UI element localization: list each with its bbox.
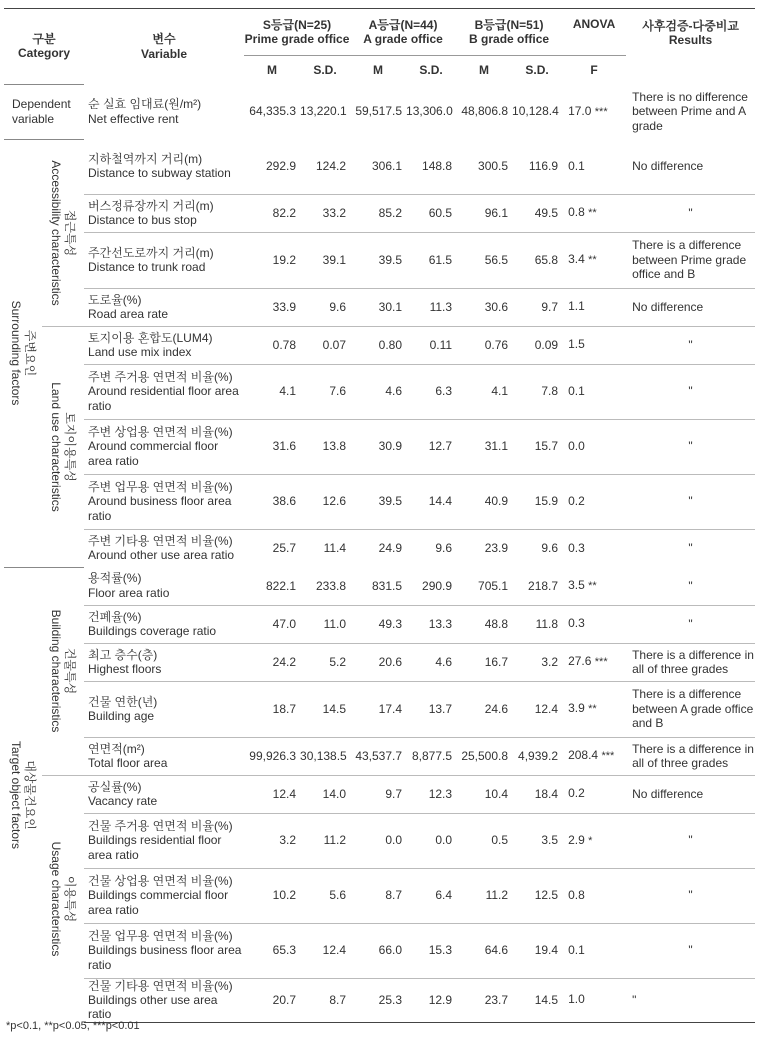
s-grade-header: S등급(N=25) Prime grade office [244, 9, 350, 56]
table-row [4, 288, 755, 326]
a-mean: 43,537.7 [350, 737, 406, 775]
s-sd: 124.2 [316, 159, 347, 174]
surrounding-factors-label: 주변요인 Surrounding factors [4, 139, 42, 567]
s-mean: 4.1 [244, 364, 300, 419]
table-row [4, 681, 755, 737]
b-mean: 300.5 [478, 159, 509, 174]
s-sd: 39.1 [300, 232, 350, 288]
variable-kr: 순 실효 임대료(원/m²) [88, 97, 202, 112]
table-row [4, 419, 755, 474]
b-sd: 9.6 [512, 529, 562, 567]
table-row [4, 567, 755, 605]
b-sd: 3.2 [512, 643, 562, 681]
variable-cell: 최고 층수(층) Highest floors [84, 643, 244, 681]
a-mean: 8.7 [350, 868, 406, 923]
s-mean: 99,926.3 [244, 737, 300, 775]
a-mean: 9.7 [350, 775, 406, 813]
table-row [4, 139, 755, 194]
b-mean: 24.6 [456, 681, 512, 737]
s-mean: 38.6 [244, 474, 300, 529]
variable-cell: 주변 주거용 연면적 비율(%) Around residential floor area ratio [84, 364, 244, 419]
dependent-label: Dependent variable [4, 84, 84, 139]
table-row [4, 737, 755, 775]
variable-cell: 토지이용 혼합도(LUM4) Land use mix index [84, 326, 244, 364]
variable-cell: 주변 상업용 연면적 비율(%) Around commercial floor area ratio [84, 419, 244, 474]
s-sd: 11.0 [300, 605, 350, 643]
b-mean: 10.4 [456, 775, 512, 813]
header-row-1 [4, 9, 755, 56]
footnote: *p<0.1, **p<0.05, ***p<0.01 [6, 1020, 140, 1032]
b-sd: 14.5 [512, 978, 562, 1022]
s-sd: 11.4 [300, 529, 350, 567]
variable-cell: 건물 기타용 연면적 비율(%) Buildings other use area ratio [84, 978, 244, 1022]
variable-cell: 건폐율(%) Buildings coverage ratio [84, 605, 244, 643]
b-mean: 40.9 [456, 474, 512, 529]
a-mean: 85.2 [350, 194, 406, 232]
b-mean: 96.1 [456, 194, 512, 232]
b-mean: 0.5 [456, 813, 512, 868]
table-row [4, 326, 755, 364]
table-row [4, 813, 755, 868]
a-sd: 61.5 [406, 232, 456, 288]
category-header: 구분 Category [4, 9, 84, 85]
s-sd: 7.6 [300, 364, 350, 419]
a-mean: 66.0 [350, 923, 406, 978]
anova-header: ANOVA [562, 9, 626, 56]
a-sd: 11.3 [406, 288, 456, 326]
b-mean: 0.76 [456, 326, 512, 364]
f-header: F [562, 56, 626, 85]
s-mean: 10.2 [244, 868, 300, 923]
b-sd: 3.5 [512, 813, 562, 868]
table-row [4, 605, 755, 643]
table-row [4, 775, 755, 813]
s-mean: 33.9 [244, 288, 300, 326]
s-mean: 24.2 [244, 643, 300, 681]
a-sd-header: S.D. [406, 56, 456, 85]
variable-en: Net effective rent [88, 111, 179, 126]
a-sd: 0.0 [406, 813, 456, 868]
a-sd: 13.3 [406, 605, 456, 643]
result-text: There is a difference between Prime grade office and B [626, 232, 755, 288]
variable-cell: 건물 주거용 연면적 비율(%) Buildings residential floor area ratio [84, 813, 244, 868]
a-m-header: M [350, 56, 406, 85]
a-sd: 12.7 [406, 419, 456, 474]
f-value: 0.8 [562, 868, 626, 923]
s-sd: 13,220.1 [300, 104, 347, 119]
table-row [4, 364, 755, 419]
s-sd: 14.5 [300, 681, 350, 737]
land-use-label: 토지이용특성 Land use characteristics [49, 381, 77, 512]
b-mean: 23.9 [456, 529, 512, 567]
b-sd: 218.7 [528, 578, 559, 593]
s-mean: 18.7 [244, 681, 300, 737]
s-sd: 13.8 [300, 419, 350, 474]
variable-cell: 건물 연한(년) Building age [84, 681, 244, 737]
f-value: 3.4 ** [562, 232, 626, 288]
variable-cell [84, 84, 244, 139]
f-value: 208.4 *** [562, 737, 626, 775]
usage-characteristics-label: 이용특성 Usage characteristics [49, 841, 77, 957]
s-mean: 19.2 [244, 232, 300, 288]
s-mean: 47.0 [244, 605, 300, 643]
result-text: " [626, 868, 755, 923]
a-mean: 831.5 [372, 578, 403, 593]
b-sd: 11.8 [512, 605, 562, 643]
building-characteristics-label: 건물특성 Building characteristics [42, 567, 84, 775]
b-sd: 12.5 [512, 868, 562, 923]
f-value: 0.1 [562, 364, 626, 419]
result-text: " [626, 194, 755, 232]
table-row [4, 194, 755, 232]
s-sd: 233.8 [316, 578, 347, 593]
b-sd: 18.4 [512, 775, 562, 813]
s-mean: 64,335.3 [249, 104, 297, 119]
s-mean: 31.6 [244, 419, 300, 474]
b-mean: 48,806.8 [461, 104, 509, 119]
s-mean: 20.7 [244, 978, 300, 1022]
table-row [4, 474, 755, 529]
table-row [4, 643, 755, 681]
s-mean: 25.7 [244, 529, 300, 567]
a-sd: 148.8 [422, 159, 453, 174]
variable-cell: 건물 상업용 연면적 비율(%) Buildings commercial floor area ratio [84, 868, 244, 923]
a-sd: 14.4 [406, 474, 456, 529]
variable-cell: 연면적(m²) Total floor area [84, 737, 244, 775]
variable-cell: 용적률(%) Floor area ratio [88, 571, 170, 600]
s-m-header: M [244, 56, 300, 85]
b-sd: 4,939.2 [512, 737, 562, 775]
result-text: " [626, 923, 755, 978]
result-text: " [626, 419, 755, 474]
result-text: " [626, 364, 755, 419]
b-mean: 11.2 [456, 868, 512, 923]
f-value: 0.8 ** [562, 194, 626, 232]
b-mean: 48.8 [456, 605, 512, 643]
accessibility-label: 접근특성 Accessibility characteristics [42, 139, 84, 326]
f-value: 0.0 [562, 419, 626, 474]
result-text: " [626, 474, 755, 529]
b-sd: 65.8 [512, 232, 562, 288]
s-mean: 292.9 [265, 159, 297, 174]
b-sd: 49.5 [512, 194, 562, 232]
table-row [4, 923, 755, 978]
result-text: " [626, 813, 755, 868]
a-mean: 4.6 [350, 364, 406, 419]
b-mean: 64.6 [456, 923, 512, 978]
s-mean: 822.1 [265, 578, 297, 593]
s-mean: 82.2 [244, 194, 300, 232]
b-mean: 16.7 [456, 643, 512, 681]
b-grade-header: B등급(N=51) B grade office [456, 9, 562, 56]
b-mean: 56.5 [456, 232, 512, 288]
b-mean: 31.1 [456, 419, 512, 474]
result-text: There is no difference between Prime and A grade [632, 89, 748, 133]
a-mean: 17.4 [350, 681, 406, 737]
s-sd: 5.2 [300, 643, 350, 681]
b-sd: 15.9 [512, 474, 562, 529]
result-text: " [626, 605, 755, 643]
variable-cell: 주변 업무용 연면적 비율(%) Around business floor area ratio [84, 474, 244, 529]
s-mean: 65.3 [244, 923, 300, 978]
a-sd: 0.11 [406, 326, 456, 364]
result-text: " [626, 326, 755, 364]
s-mean: 0.78 [244, 326, 300, 364]
variable-cell: 주변 기타용 연면적 비율(%) Around other use area ratio [84, 529, 244, 567]
table-row [4, 84, 755, 139]
b-sd: 7.8 [512, 364, 562, 419]
s-sd: 11.2 [300, 813, 350, 868]
table-row [4, 529, 755, 567]
variable-cell: 버스정류장까지 거리(m) Distance to bus stop [84, 194, 244, 232]
f-value: 0.1 [568, 158, 585, 173]
a-mean: 306.1 [372, 159, 403, 174]
a-mean: 25.3 [350, 978, 406, 1022]
f-value: 27.6 *** [562, 643, 626, 681]
f-value: 0.1 [562, 923, 626, 978]
table-row [4, 868, 755, 923]
target-object-factors-label: 대상물건요인 Target object factors [4, 567, 42, 1022]
f-value: 2.9 * [562, 813, 626, 868]
a-mean: 20.6 [350, 643, 406, 681]
variable-cell: 공실률(%) Vacancy rate [84, 775, 244, 813]
a-mean: 0.80 [350, 326, 406, 364]
a-sd: 15.3 [406, 923, 456, 978]
a-mean: 49.3 [350, 605, 406, 643]
b-sd: 116.9 [528, 159, 559, 174]
variable-cell: 지하철역까지 거리(m) Distance to subway station [88, 151, 231, 181]
f-value: 3.9 ** [562, 681, 626, 737]
b-sd: 12.4 [512, 681, 562, 737]
a-sd: 6.3 [406, 364, 456, 419]
table-body [4, 84, 755, 1022]
s-sd: 8.7 [300, 978, 350, 1022]
s-sd-header: S.D. [300, 56, 350, 85]
variable-cell: 도로율(%) Road area rate [84, 288, 244, 326]
a-sd: 13,306.0 [406, 104, 453, 119]
b-mean: 4.1 [456, 364, 512, 419]
table-row [4, 978, 755, 1022]
b-m-header: M [456, 56, 512, 85]
f-value: 1.0 [562, 978, 626, 1022]
result-text: There is a difference between A grade office and B [626, 681, 755, 737]
table-row [4, 232, 755, 288]
f-value: 0.2 [562, 474, 626, 529]
result-text: " [688, 578, 693, 593]
result-text: There is a difference in all of three grades [626, 643, 755, 681]
s-mean: 3.2 [244, 813, 300, 868]
f-value: 0.3 [562, 529, 626, 567]
a-mean: 59,517.5 [355, 104, 403, 119]
f-value: 0.3 [562, 605, 626, 643]
a-sd: 13.7 [406, 681, 456, 737]
s-sd: 30,138.5 [300, 737, 350, 775]
b-sd: 19.4 [512, 923, 562, 978]
b-sd: 0.09 [512, 326, 562, 364]
a-sd: 8,877.5 [406, 737, 456, 775]
s-mean: 12.4 [244, 775, 300, 813]
b-mean: 23.7 [456, 978, 512, 1022]
results-header: 사후검증-다중비교 Results [626, 9, 755, 85]
s-sd: 14.0 [300, 775, 350, 813]
a-mean: 0.0 [350, 813, 406, 868]
a-sd: 12.3 [406, 775, 456, 813]
a-mean: 30.1 [350, 288, 406, 326]
b-mean: 25,500.8 [456, 737, 512, 775]
f-value: 0.2 [562, 775, 626, 813]
result-text: No difference [626, 775, 755, 813]
f-value: 1.5 [562, 326, 626, 364]
variable-cell: 주간선도로까지 거리(m) Distance to trunk road [84, 232, 244, 288]
a-grade-header: A등급(N=44) A grade office [350, 9, 456, 56]
result-text: No difference [632, 159, 704, 174]
s-sd: 12.4 [300, 923, 350, 978]
s-sd: 5.6 [300, 868, 350, 923]
result-text: " [626, 978, 755, 1022]
b-sd-header: S.D. [512, 56, 562, 85]
result-text: There is a difference in all of three grades [626, 737, 755, 775]
variable-header: 변수 Variable [84, 9, 244, 85]
b-mean: 705.1 [478, 578, 509, 593]
f-value: 3.5 ** [568, 578, 597, 593]
a-sd: 60.5 [406, 194, 456, 232]
s-sd: 0.07 [300, 326, 350, 364]
s-sd: 9.6 [300, 288, 350, 326]
a-sd: 9.6 [406, 529, 456, 567]
a-sd: 290.9 [422, 578, 453, 593]
b-sd: 9.7 [512, 288, 562, 326]
a-sd: 12.9 [406, 978, 456, 1022]
f-value: 1.1 [562, 288, 626, 326]
f-value: 17.0 *** [568, 103, 608, 118]
variable-cell: 건물 업무용 연면적 비율(%) Buildings business floor area ratio [84, 923, 244, 978]
s-sd: 12.6 [300, 474, 350, 529]
a-mean: 30.9 [350, 419, 406, 474]
b-sd: 10,128.4 [512, 104, 559, 119]
a-sd: 6.4 [406, 868, 456, 923]
b-sd: 15.7 [512, 419, 562, 474]
a-mean: 39.5 [350, 232, 406, 288]
result-text: " [626, 529, 755, 567]
result-text: No difference [626, 288, 755, 326]
a-mean: 24.9 [350, 529, 406, 567]
a-sd: 4.6 [406, 643, 456, 681]
statistics-table [4, 8, 755, 1023]
s-sd: 33.2 [300, 194, 350, 232]
a-mean: 39.5 [350, 474, 406, 529]
b-mean: 30.6 [456, 288, 512, 326]
